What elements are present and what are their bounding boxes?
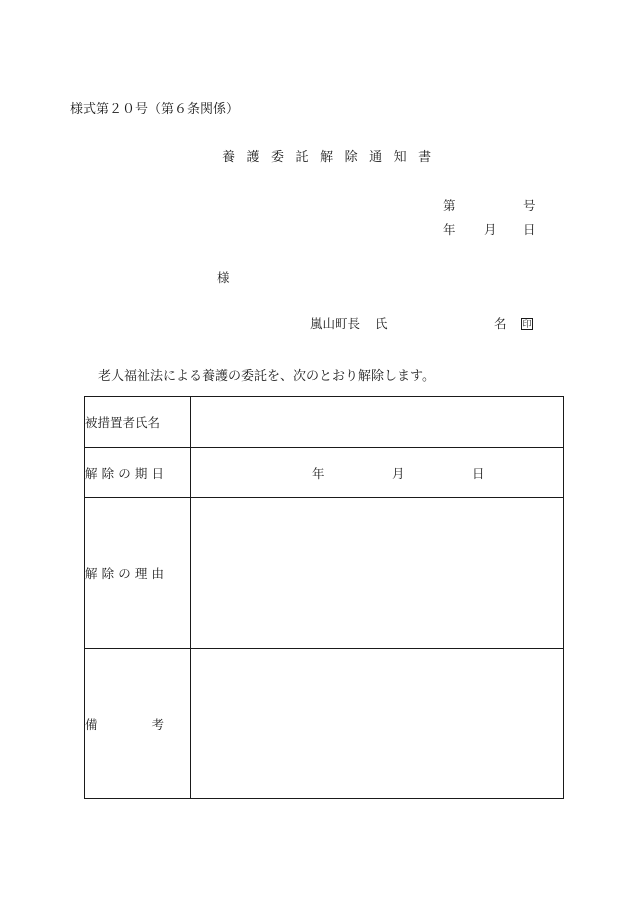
- title-char: 護: [246, 150, 260, 165]
- seal-mark: [519, 317, 533, 330]
- title-char: 知: [393, 150, 407, 165]
- table-row: [85, 498, 564, 649]
- title-char: 託: [295, 150, 309, 165]
- seal-icon: 印: [522, 320, 532, 330]
- row-label-person-name: 被措置者氏名: [85, 397, 191, 448]
- body-text: 老人福祉法による養護の委託を、次のとおり解除します。: [98, 369, 435, 384]
- sender-title: 嵐山町長: [310, 316, 361, 331]
- remarks-value[interactable]: [191, 649, 564, 799]
- title-char: 除: [344, 150, 358, 165]
- date-year-label: 年: [443, 222, 456, 237]
- table-row: [85, 448, 564, 498]
- title-char: 通: [369, 150, 383, 165]
- date-day-label: 日: [523, 222, 536, 237]
- row-label-cancel-date: 解 除 の 期 日: [85, 448, 191, 498]
- details-table: [84, 396, 564, 799]
- table-row: [85, 649, 564, 799]
- document-number-suffix: 号: [523, 198, 536, 213]
- document-title: [222, 151, 443, 164]
- sender-name-label-2: 名: [494, 316, 507, 331]
- date-month-label: 月: [484, 222, 497, 237]
- form-number: 様式第２０号（第６条関係）: [70, 102, 240, 117]
- addressee-honorific: 様: [217, 270, 230, 285]
- cancel-date-day: 日: [472, 465, 485, 481]
- title-char: 委: [271, 150, 285, 165]
- document-number-prefix: 第: [443, 198, 456, 213]
- cancel-reason-value[interactable]: [191, 498, 564, 649]
- table-row: [85, 397, 564, 448]
- cancel-date-year: 年: [312, 465, 325, 481]
- title-char: 書: [418, 150, 432, 165]
- title-char: 養: [222, 150, 236, 165]
- cancel-date-value[interactable]: [191, 448, 564, 498]
- sender-name-label-1: 氏: [375, 316, 388, 331]
- title-char: 解: [320, 150, 334, 165]
- row-label-cancel-reason: 解 除 の 理 由: [85, 498, 191, 649]
- person-name-value[interactable]: [191, 397, 564, 448]
- cancel-date-month: 月: [392, 465, 405, 481]
- row-label-remarks: 備 考: [85, 649, 191, 799]
